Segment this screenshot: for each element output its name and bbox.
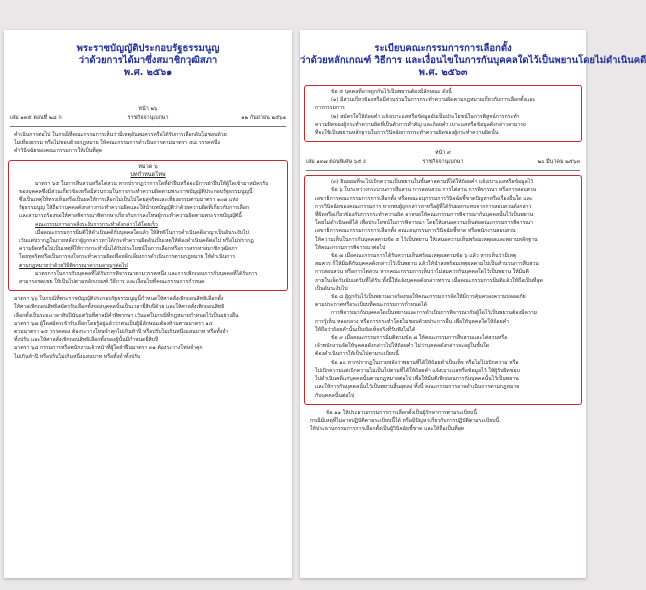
text-line: ให้ประธานกรรมการการเลือกตั้งเป็นผู้วินิจฉัยชี้ขาด และให้ถือเป็นที่สุด [310,426,465,433]
left-document-page [4,30,292,578]
left-title-line-1: พระราชบัญญัติประกอบรัฐธรรมนูญ [76,43,220,54]
paragraph [305,359,581,400]
text-line: เลขาธิการคณะกรรมการการเลือกตั้ง หรือคณะอนุกรรมการวินิจฉัยชี้ขาดปัญหาหรือเรื่องอื่นใด และ [315,195,533,202]
text-line: ให้คณะกรรมการพิจารณาต่อไป [315,244,386,251]
text-line: ข้อ ๑๑ ให้ประธานกรรมการการเลือกตั้งเป็นผู้รักษาการตามระเบียบนี้ [326,409,477,416]
text-line: เป็นอันระงับไป [315,285,348,292]
text-line: มาตรา ๖๖ ในกรณีที่พระราชบัญญัติประกอบรัฐธรรมนูญนี้กำหนดให้ศาลสั่งเพิกถอนสิทธิเลือกตั้ง [14,296,224,303]
left-intro-text [4,127,292,156]
right-volume: เล่ม ๑๓๗ ตอนพิเศษ ๖๕ ง [306,159,366,166]
paragraph [9,180,287,221]
text-line: เมื่อคณะกรรมการมีมติให้ดำเนินคดีกับบุคคลใดแล้ว ให้สิทธิในการดำเนินคดีอาญาเป็นอันระงับไป [35,229,249,236]
paragraph [305,293,581,309]
right-highlight-box-1 [304,85,582,142]
chapter-label: หมวด ๖ [138,163,158,170]
text-line: ข้อ ๑๐ หากปรากฏในภายหลังว่าพยานที่ได้ให้ถ้อยคำเป็นเท็จ หรือไม่ไปเบิกความ หรือ [331,359,519,366]
text-line: ตามมาตรา ๑๕ วรรคสอง ต้องระวางโทษจำคุกไม่เกินห้าปี หรือปรับไม่เกินหนึ่งแสนบาท หรือทั้งจำ [14,329,229,336]
right-highlight-box-2 [304,175,582,404]
text-line: และให้การกันบุคคลนั้นไว้เป็นพยานสิ้นสุดลง ทั้งนี้ คณะกรรมการอาจดำเนินการตามกฎหมาย [315,384,520,391]
text-line: ให้ความเห็นในการกันบุคคลตามข้อ ๕ ไว้เป็นพยาน ให้เสนอความเห็นพร้อมเหตุผลและพยานหลักฐาน [315,236,538,243]
text-line: ให้ศาลเพิกถอนสิทธิสมัครรับเลือกตั้งของบุคคลนั้นเป็นเวลายี่สิบปีด้วย และให้ศาลสั่งเพิกถอนสิทธิ [14,304,225,311]
text-line: ไม่เที่ยงธรรม หรือไม่ชอบด้วยกฎหมาย ให้คณะกรรมการดำเนินการตามมาตรา ๕๘ วรรคหนึ่ง [14,140,221,147]
text-line: ไม่เกินห้าปี หรือปรับไม่เกินหนึ่งแสนบาท หรือทั้งจำทั้งปรับ [14,353,141,360]
left-page-number: หน้า ๒๖ [138,106,158,112]
text-line: (๓) ยินยอมที่จะไปเบิกความเป็นพยานในชั้นศาลตามที่ได้ให้ถ้อยคำ แจ้งเบาะแสหรือข้อมูลไว้ [331,179,534,186]
left-title-line-2: ว่าด้วยการได้มาซึ่งสมาชิกวุฒิสภา [78,55,218,66]
left-gazette-name: ราชกิจจานุเบกษา [127,115,169,121]
text-line: การวินิจฉัยของคณะกรรมการ หากพบผู้ถูกกล่าวหาหรือผู้ที่ได้รับผลกระทบจากการสอบสวนดังกล่าว [315,203,532,210]
paragraph [305,334,581,359]
text-line: (๑) มีส่วนเกี่ยวข้องหรือมีส่วนร่วมในการกระทำความผิดตามกฎหมายเกี่ยวกับการเลือกตั้งและ [331,97,536,104]
text-line: คำวินิจฉัยของคณะกรรมการให้เป็นที่สุด [14,148,103,155]
text-line: ข้อ ๗ เมื่อคณะกรรมการได้รับความเห็นพร้อมเหตุผลตามข้อ ๖ แล้ว หากเห็นว่ามีเหตุ [331,253,517,260]
right-gazette-name: ราชกิจจานุเบกษา [422,159,464,166]
text-line: ข้อ ๘ ผู้ถูกกันไว้เป็นพยานอาจร้องขอให้คณะกรรมการจัดให้มีการคุ้มครองความปลอดภัย [331,294,526,301]
text-line: มาตรา ๖๘ กรรมการหรือพนักงานเจ้าหน้าที่ผู้ใดฝ่าฝืนมาตรา ๓๑ ต้องระวางโทษจำคุก [14,345,203,352]
right-gazette-header [300,146,586,170]
text-line: และสามารถร้องขอให้ศาลพิจารณาพิพากษาเกี่ยวกับการลงโทษผู้กระทำความผิดตามพระราชบัญญัตินี้ [19,213,242,220]
text-line: ข้อ ๙ เมื่อคณะกรรมการมีมติตามข้อ ๗ ให้คณะกรรมการสืบสวนและไต่สวนหรือ [331,335,508,342]
paragraph [9,262,287,270]
left-gazette-header [4,102,292,126]
text-line: ตามกฎหมายว่าด้วยวิธีพิจารณาความอาญาต่อไป [19,262,128,269]
text-line: ความผิดของผู้กระทำความผิดที่เป็นตัวการสำคัญ และถ้อยคำ เบาะแสหรือข้อมูลดังกล่าวสามารถ [315,121,527,128]
right-title-line-3: พ.ศ. ๒๕๖๓ [418,67,468,78]
text-line: ข้อ ๖ ในระหว่างกระบวนการสืบสวน การสอบสวน การไต่สวน การพิจารณา หรือการสอบสวน [331,187,537,194]
right-header-rule [306,170,580,171]
text-line: ต้องดำเนินการให้เป็นไปตามระเบียบนี้ [315,351,399,358]
left-highlight-box [8,160,288,292]
left-title [4,30,292,79]
text-line: การพิจารณากันบุคคลใดเป็นพยานและการดำเนินการพิจารณากันผู้ใดไว้เป็นพยานต้องมีความ [331,310,538,317]
text-line: ภายในเจ็ดวันนับแต่วันที่ได้รับ ทั้งนี้ให้แจ้งบุคคลดังกล่าวทราบ เมื่อคณะกรรมการมีมติแล้วให้ถือเป็นที่สุด [315,277,543,284]
paragraph [305,178,581,186]
right-page-number: หน้า ๙ [435,150,451,157]
text-line: ที่ผิดหรือเกี่ยวข้องกับการกระทำความผิด อาจขอให้คณะกรรมการพิจารณากันบุคคลนั้นไว้เป็นพยาน [315,212,534,219]
left-gazette-date: ๑๒ กันยายน ๒๕๖๑ [241,115,286,121]
text-line: มาตรการในการกับบุคคลที่ได้รับการพิจารณาตามวรรคหนึ่ง และการเพิกถอนการกับบุคคลที่ได้รับการ [35,270,258,277]
text-line: ซึ่งเป็นเหตุให้ทรงเห็นหรือเป็นผลให้การเลือกไม่เป็นไปโดยสุจริตและเที่ยงธรรมตามมาตรา ๑๐๗ แห่ง [19,197,239,204]
text-line: สามารถชดเชย ให้เป็นไปตามหลักเกณฑ์ วิธีการ และเงื่อนไขที่คณะกรรมการกำหนด [19,279,205,286]
text-line: การรู้เห็น หลอกลวง หรือการกระทำโดยไม่ชอบด้วยประการอื่น เพื่อให้บุคคลใดให้ถ้อยคำ [315,318,510,325]
text-line: การกรรมการ [315,105,345,112]
text-line: ไปดำเนินคดีแก่บุคคลนั้นตามกฎหมายต่อไป เพื่อให้มีมติเพิกถอนการกันบุคคลนั้นไว้เป็นพยาน [315,376,519,383]
chapter-title: บทกำหนดโทษ [130,172,166,179]
right-after-text [300,409,586,434]
text-line: โดยทุจริตหรือเป็นการจงใจกระทำความผิดเพื่อหลีกเลี่ยงการดำเนินการตามกฎหมาย ให้ดำเนินการ [19,254,236,261]
text-line: เว้นแต่ปรากฏในภายหลังว่าผู้ถูกกล่าวหาได้กระทำความผิดอันเป็นเหตุให้ต้องดำเนินคดีต่อไป หรือไม่ปรากฏ [19,238,254,245]
paragraph [305,96,581,112]
right-title-line-2: ว่าด้วยหลักเกณฑ์ วิธีการ และเงื่อนไขในการกันบุคคลใดไว้เป็นพยานโดยไม่ดำเนินคดี [300,55,646,66]
text-line: มาตรา ๖๕ ในการสืบสวนหรือไต่สวน หากปรากฏว่าการใดที่ฝ่าฝืนหรือจะมีการฝ่าฝืนให้ผู้ใดเข้ามาสมัครรับ [35,180,269,187]
text-line: มาตรา ๖๗ ผู้ใดสมัครเข้ารับเลือกโดยรู้อยู่แล้วว่าตนเป็นผู้มีลักษณะต้องห้ามตามมาตรา ๑๔ [14,320,213,327]
text-line: เลือกตั้งเป็นระยะเวลาสิบปีนับแต่วันที่ศาลมีคำพิพากษา เว้นแต่ในกรณีที่กฎหมายกำหนดไว้เป็นอย่างอื่น [14,312,239,319]
paragraph [9,229,287,262]
text-line: ให้ถือว่าถ้อยคำนั้นเป็นข้อเท็จจริงที่รับฟังไม่ได้ [315,326,416,333]
paragraph [305,309,581,334]
text-line: รัฐธรรมนูญ ให้ถือว่าบุคคลดังกล่าวกระทำความผิดและให้นำบทบัญญัติว่าด้วยความผิดที่เกี่ยวกับการเลือก [19,205,250,212]
text-line: เลขาธิการคณะกรรมการการเลือกตั้ง คณะอนุกรรมการวินิจฉัยชี้ขาด หรือพนักงานสอบสวน [315,228,516,235]
text-line: ข้อ ๕ บุคคลที่อาจถูกกันไว้เป็นพยานต้องมีลักษณะ ดังนี้ [331,89,452,95]
right-gazette-date: ๒๐ มีนาคม ๒๕๖๓ [537,159,580,166]
text-line: ที่จะใช้เป็นพยานหลักฐานในการวินิจฉัยการกระทำความผิดของผู้กระทำความผิดนั้น [315,130,499,137]
text-line: คำเนินการต่อไป ในกรณีที่คณะกรรมการเห็นว่ามีเหตุอันสมควรหรือได้รับการเลือกอันไม่ชอบด้วย [14,132,227,138]
text-line: (๒) สมัครใจให้ถ้อยคำ แจ้งเบาะแสหรือข้อมูลอันเป็นประโยชน์ในการพิสูจน์การกระทำ [331,113,520,120]
right-title [300,30,646,79]
paragraph [9,270,287,286]
text-line: คณะกรรมการอาจสั่งระงับการกระทำดังกล่าวได้โดยเร็ว [35,221,158,228]
text-line: ของบุคคลซึ่งมีส่วนเกี่ยวข้องหรือมีส่วนร่วมในการกระทำความผิดตามพระราชบัญญัติประกอบรัฐธรรมนูญนี้ [19,188,253,195]
text-line: ทั้งปรับ และให้ศาลสั่งเพิกถอนสิทธิเลือกตั้งของผู้นั้นมีกำหนดยี่สิบปี [14,337,159,344]
text-line: เจ้าพนักงานจัดให้บุคคลดังกล่าวไปให้ถ้อยคำ ไม่ว่าบุคคลดังกล่าวจะอยู่ในชั้นใด [315,343,490,350]
left-gap [12,82,284,102]
text-line: การสอบสวน หรือการไต่สวน หากคณะกรรมการเห็นว่าไม่สมควรกันบุคคลใดไว้เป็นพยาน ให้มีมติ [315,269,529,276]
left-title-line-3: พ.ศ. ๒๕๖๑ [123,67,173,78]
paragraph [305,113,581,138]
text-line: สมควร ก็ให้มีมติกันบุคคลดังกล่าวไว้เป็นพยาน แล้วให้นำส่งพร้อมเหตุผลตามไปเป็นสำนวนการสืบสวน [315,261,539,268]
left-after-text [4,295,292,361]
paragraph [305,88,581,96]
text-line: กับบุคคลนั้นต่อไป [315,392,355,399]
left-volume: เล่ม ๑๓๕ ตอนที่ ๒๘ ก [10,115,62,121]
text-line: โดยไม่ดำเนินคดีได้ เพื่อประโยชน์ในการพิจารณา โดยให้เสนอความเห็นต่อคณะกรรมการพิจารณา [315,220,533,227]
paragraph [305,186,581,252]
right-document-page [300,30,646,578]
text-line: กรณีมีเหตุที่ไม่อาจปฏิบัติตามระเบียบนี้ได้ หรือมีปัญหาเกี่ยวกับการปฏิบัติตามระเบียบนี้ [310,417,500,424]
paragraph [9,221,287,229]
text-line: ความผิดหรือไม่เป็นเหตุที่ให้การกระทำนั้นได้รับประโยชน์ในการเลือกหรือการสรรหาสมาชิกวุฒิสภา [19,246,238,253]
right-title-line-1: ระเบียบคณะกรรมการการเลือกตั้ง [374,43,512,54]
text-line: ไปเบิกความแต่เบิกความไม่เป็นไปตามที่ได้ให้ถ้อยคำ แจ้งเบาะแสหรือข้อมูลไว้ ให้ผู้รับผิดชอบ [315,367,520,374]
text-line: ตามประกาศหรือระเบียบที่คณะกรรมการกำหนดได้ [315,302,428,309]
paragraph [305,252,581,293]
